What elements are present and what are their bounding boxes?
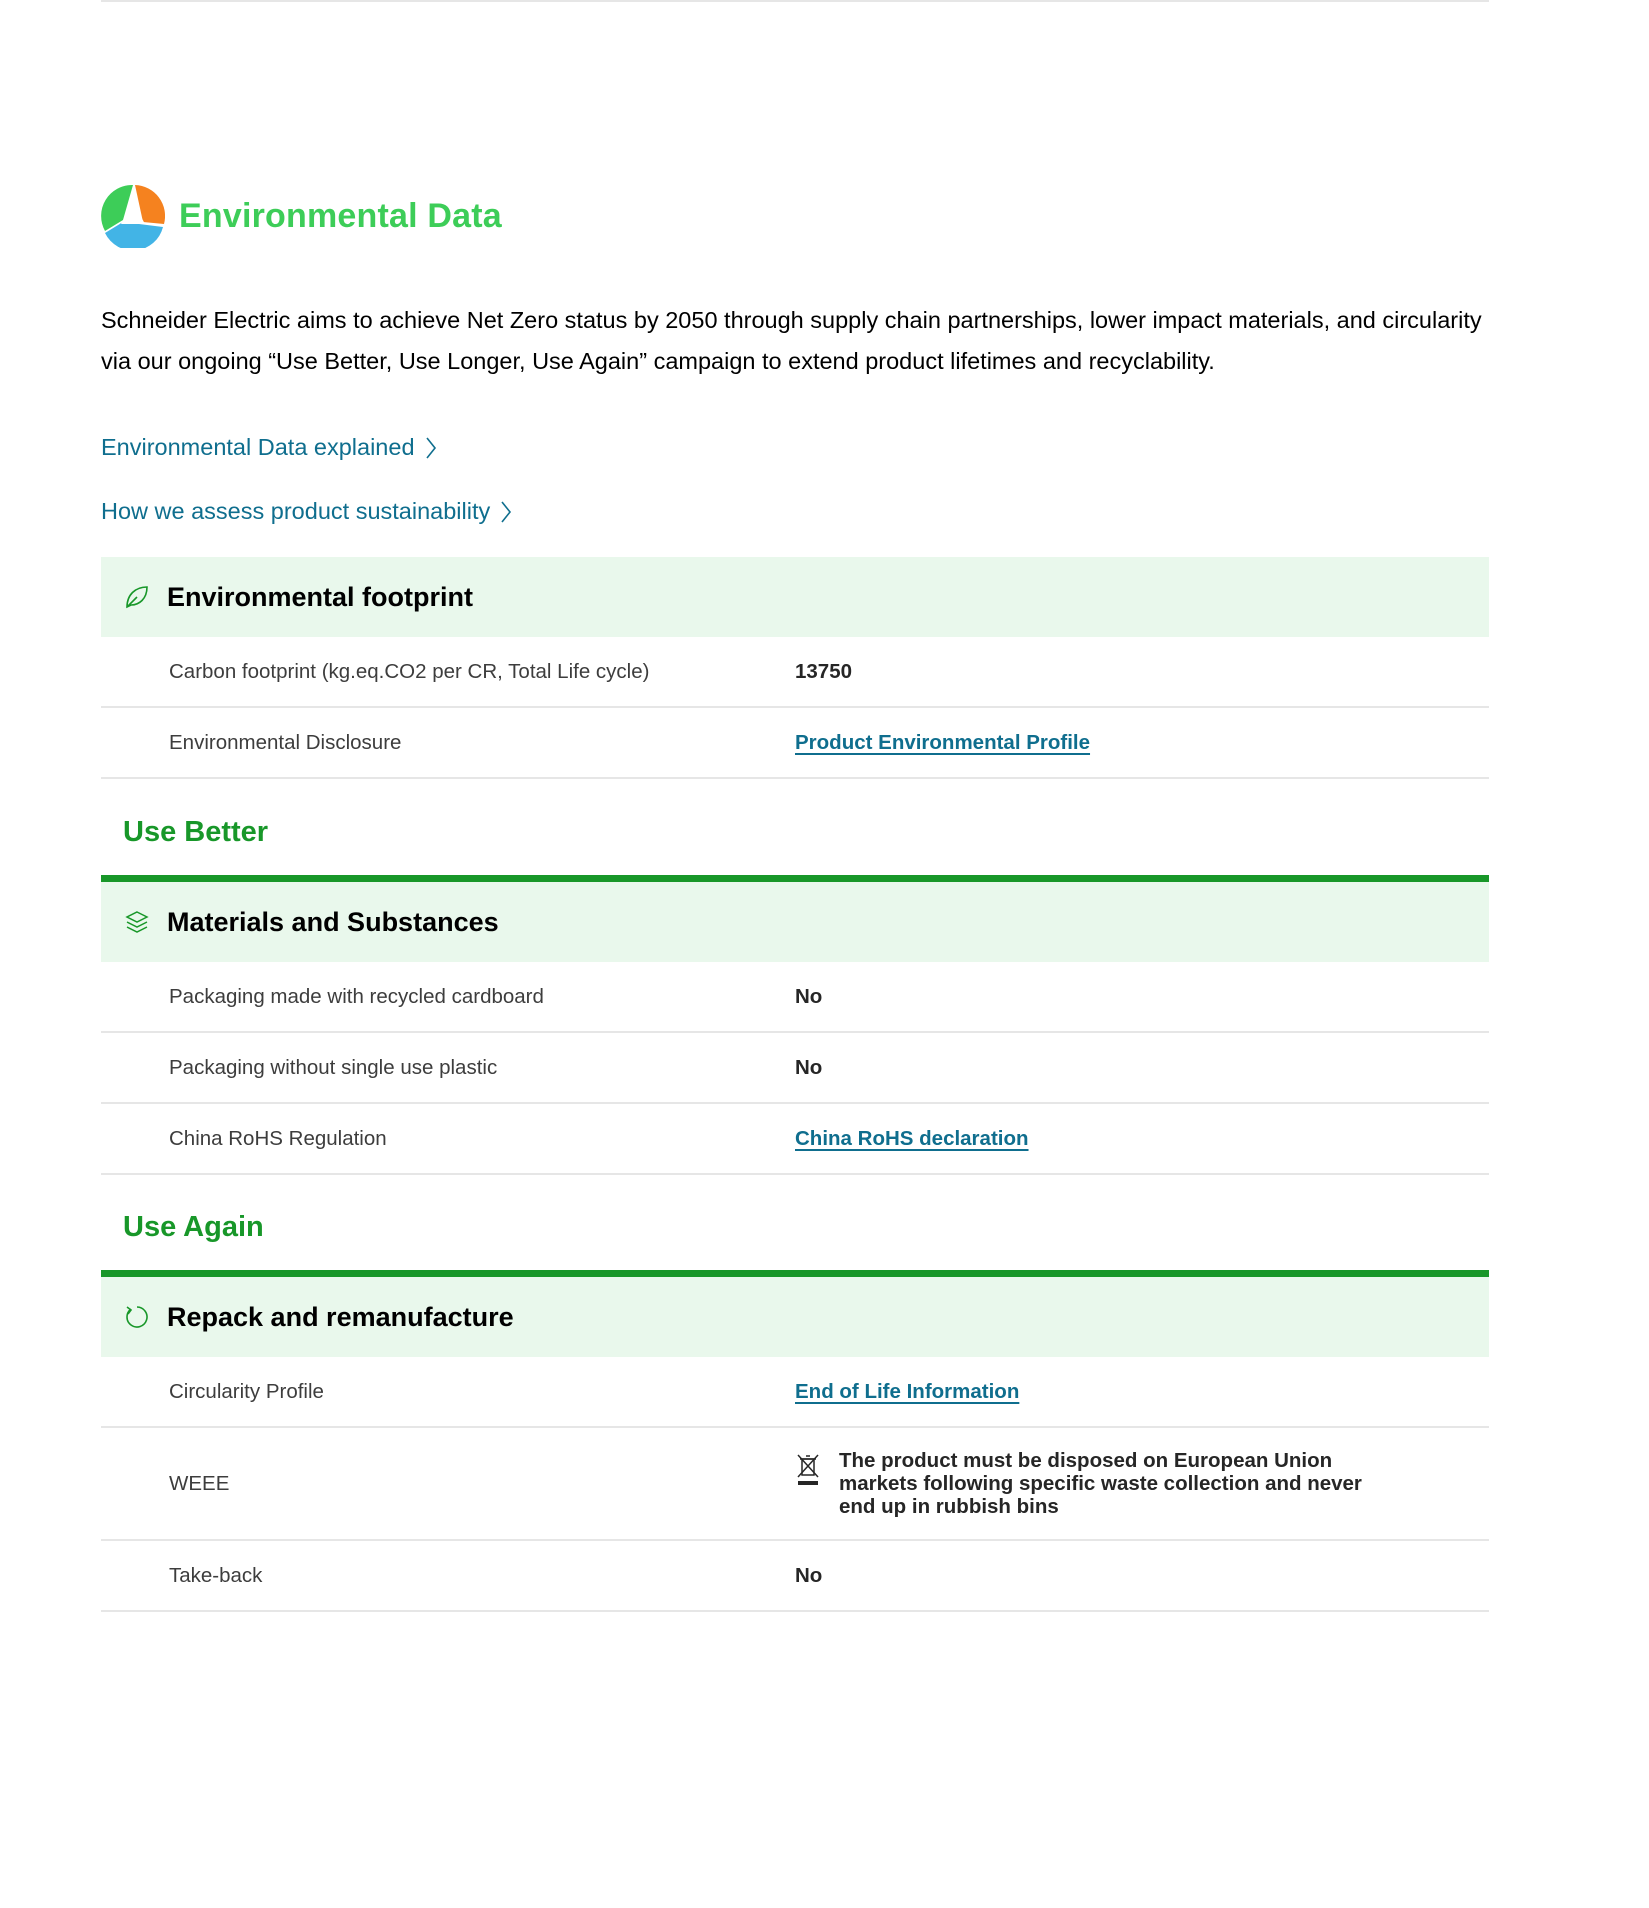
chevron-right-icon [500,500,512,524]
row-label: Take-back [169,1563,263,1587]
intro-paragraph: Schneider Electric aims to achieve Net Zero status by 2050 through supply chain partnerships, lower impact materials, and circularity via our ongoing “Use Better, Use Longer, Use Again” campaign to extend product lifetimes and recyclability. [101,307,1482,374]
table-row [101,962,1489,1033]
use-better-heading: Use Better [123,816,269,848]
recycle-triangle-logo [101,184,165,248]
row-label: Packaging made with recycled cardboard [169,984,544,1008]
row-label: Environmental Disclosure [169,730,402,754]
leaf-icon [123,583,151,611]
environmental-footprint-header [101,557,1489,637]
row-value: 13750 [795,659,853,683]
link-label: How we assess product sustainability [101,498,491,524]
table-row [101,708,1489,779]
chevron-right-icon [425,436,437,460]
table-row [101,1428,1489,1541]
environmental-data-explained-link[interactable] [101,434,437,461]
section-title: Repack and remanufacture [167,1301,514,1332]
section-title: Environmental footprint [167,581,473,612]
repack-remanufacture-header [101,1277,1489,1357]
row-value: The product must be disposed on European Union markets following specific waste collection and never end up in rubbish bins [839,1449,1362,1518]
materials-substances-header [101,882,1489,962]
end-of-life-information-link[interactable]: End of Life Information [795,1379,1020,1403]
link-label: Environmental Data explained [101,434,415,460]
section-divider [101,875,1489,882]
row-label: Circularity Profile [169,1379,324,1403]
row-value: No [795,1055,823,1079]
page-title: Environmental Data [179,196,502,235]
section-title: Materials and Substances [167,906,499,937]
table-row [101,1033,1489,1104]
section-divider [101,1270,1489,1277]
product-environmental-profile-link[interactable]: Product Environmental Profile [795,730,1091,754]
row-label: China RoHS Regulation [169,1126,387,1150]
row-label: Carbon footprint (kg.eq.CO2 per CR, Total Life cycle) [169,659,650,683]
page-header [101,184,502,248]
table-row [101,1357,1489,1428]
crossed-bin-icon [795,1453,821,1487]
weee-value [795,1449,1399,1518]
top-divider [101,0,1489,2]
layers-icon [123,908,151,936]
row-label: WEEE [169,1471,230,1495]
row-label: Packaging without single use plastic [169,1055,498,1079]
row-value: No [795,984,823,1008]
table-row [101,1541,1489,1612]
row-value: No [795,1563,823,1587]
use-again-heading: Use Again [123,1211,264,1243]
table-row [101,637,1489,708]
refresh-icon [123,1303,151,1331]
assess-sustainability-link[interactable] [101,498,512,525]
china-rohs-declaration-link[interactable]: China RoHS declaration [795,1126,1029,1150]
table-row [101,1104,1489,1175]
